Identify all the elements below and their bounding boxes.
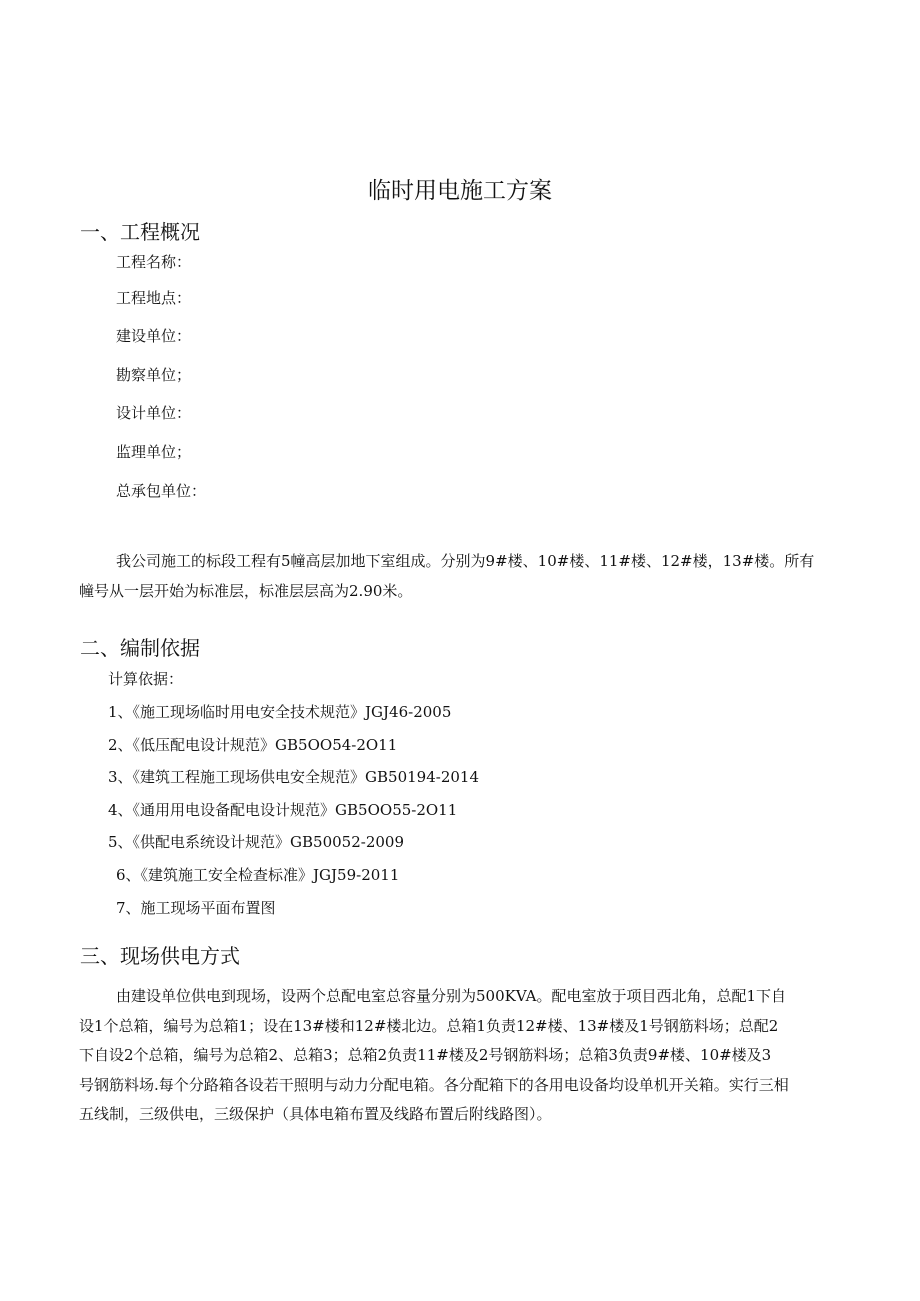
field-supervision-unit: 监理单位； <box>116 443 192 461</box>
field-construction-unit: 建设单位： <box>116 327 192 345</box>
overview-paragraph <box>79 547 879 606</box>
section-heading-basis: 二、编制依据 <box>80 636 200 660</box>
paragraph-line: 我公司施工的标段工程有5幢高层加地下室组成。分别为9#楼、10#楼、11#楼、12#楼，13#楼。所有 <box>116 552 815 570</box>
basis-item: 1、《施工现场临时用电安全技术规范》JGJ46-2005 <box>108 703 452 721</box>
basis-item: 6、《建筑施工安全检查标准》JGJ59-2011 <box>116 866 400 884</box>
field-general-contractor: 总承包单位： <box>116 482 207 500</box>
section-heading-overview: 一、工程概况 <box>80 220 200 244</box>
paragraph-line: 设1个总箱，编号为总箱1；设在13#楼和12#楼北边。总箱1负责12#楼、13#楼及1号钢筋料场；总配2 <box>79 1016 779 1035</box>
paragraph-line: 五线制，三级供电，三级保护（具体电箱布置及线路布置后附线路图）。 <box>79 1105 552 1123</box>
field-survey-unit: 勘察单位； <box>116 366 192 384</box>
paragraph-line: 号钢筋料场.每个分路箱各设若干照明与动力分配电箱。各分配箱下的各用电设备均设单机开关箱。实行三相 <box>79 1075 789 1094</box>
basis-item: 7、施工现场平面布置图 <box>116 899 276 917</box>
paragraph-line: 由建设单位供电到现场，设两个总配电室总容量分别为500KVA。配电室放于项目西北角，总配1下自 <box>116 987 787 1005</box>
section-heading-power-supply: 三、现场供电方式 <box>80 944 240 968</box>
basis-item: 5、《供配电系统设计规范》GB50052-2009 <box>108 833 405 851</box>
field-design-unit: 设计单位： <box>116 404 192 422</box>
basis-intro: 计算依据： <box>108 670 184 688</box>
document-title: 临时用电施工方案 <box>368 178 552 204</box>
paragraph-line: 下自设2个总箱，编号为总箱2、总箱3；总箱2负责11#楼及2号钢筋料场；总箱3负责9#楼、10#楼及3 <box>79 1046 772 1064</box>
field-project-location: 工程地点： <box>116 289 192 307</box>
paragraph-line: 幢号从一层开始为标准层，标准层层高为2.90米。 <box>79 581 413 600</box>
basis-item: 4、《通用用电设备配电设计规范》GB5OO55-2O11 <box>108 801 458 819</box>
field-project-name: 工程名称： <box>116 253 192 271</box>
basis-item: 2、《低压配电设计规范》GB5OO54-2O11 <box>108 736 398 754</box>
power-supply-paragraph <box>79 982 879 1130</box>
basis-item: 3、《建筑工程施工现场供电安全规范》GB50194-2014 <box>108 768 480 786</box>
